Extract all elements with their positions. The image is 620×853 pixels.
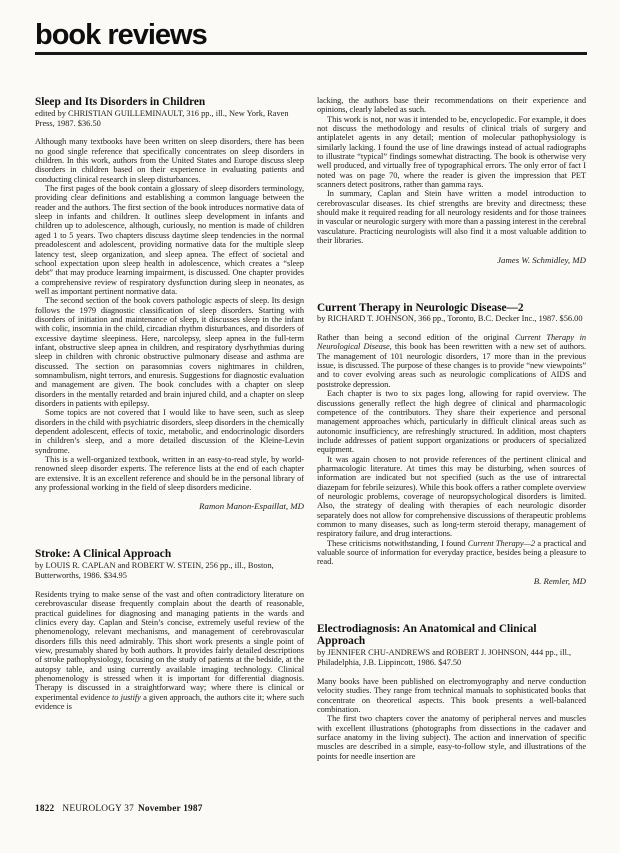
book-review (35, 96, 304, 511)
review-byline: by RICHARD T. JOHNSON, 366 pp., Toronto, B.C. Decker Inc., 1987. $56.00 (317, 314, 583, 324)
review-byline: edited by CHRISTIAN GUILLEMINAULT, 316 pp., ill., New York, Raven Press, 1987. $36.50 (35, 108, 289, 128)
review-paragraph: It was again chosen to not provide references of the pertinent clinical and pharmacologic literature. At times this may be disturbing, when sources of information are indicated but not specified (such as the use of intrarectal diazepam for febrile seizures). While this book offers a rather complete overview of neurologic problems, coverage of neuropsychological disorders is limited. Also, the strategy of dealing with therapies of each neurologic disorder separately does not allow for comprehensive discussions of therapeutic problems common to many diseases, such as long-term steroid therapy, management of respiratory failure, and drug interactions. (317, 454, 586, 539)
book-review (317, 623, 586, 761)
review-paragraph: Residents trying to make sense of the vast and often contradictory literature on cerebrovascular disease frequently complain about the dearth of reasonable, practical guidelines for diagnosing and managing patients in the wards and clinics every day. Caplan and Stein’s concise, extremely useful review of the phenomenology, relevant mechanisms, and management of cerebrovascular disorders fills this need admirably. This short work presents a single point of view, presumably shared by both authors. It provides fairly detailed descriptions of stroke pathophysiology, focusing on the study of patients at the bedside, at the autopsy table, and using currently available imaging technology. Clinical phenomenology is stressed when it is important for differential diagnosis. Therapy is discussed in a straightforward way; where there is clinical or experimental evidence to justify a given approach, the authors cite it; where such evidence is (35, 589, 304, 711)
review-byline: by JENNIFER CHU-ANDREWS and ROBERT J. JOHNSON, 444 pp., ill., Philadelphia, J.B. Lippincott, 1986. $47.50 (317, 648, 572, 668)
review-paragraph: Although many textbooks have been written on sleep disorders, there has been no good single reference that specifically concentrates on sleep disorders in children. In this work, authors from the United States and Europe discuss sleep disorders in children based on their experience in evaluating patients and conducting clinical research in sleep disturbances. (35, 137, 304, 184)
review-paragraph: This work is not, nor was it intended to be, encyclopedic. For example, it does not discuss the methodology and results of clinical trials of surgery and antiplatelet agents in any detail; mention of molecular pathophysiology is similarly lacking. I found the use of line drawings instead of actual radiographs to illustrate “typical” findings somewhat distracting. The book is otherwise very well produced, and virtually free of typographical errors. The only error of fact I noted was on page 70, where the reader is given the impression that PET scanners detect positrons, rather than gamma rays. (317, 114, 586, 190)
review-paragraph: Rather than being a second edition of the original Current Therapy in Neurological Disease, this book has been rewritten with a new set of authors. The management of 101 neurologic disorders, 17 more than in the previous issue, is discussed. The purpose of these changes is to provide “new viewpoints” and to cover evolving areas such as neurologic complications of AIDS and poststroke depression. (317, 333, 586, 389)
review-paragraph: Some topics are not covered that I would like to have seen, such as sleep disorders in the child with psychiatric disorders, sleep disorders in the chemically dependent adolescent, effects of toxic, metabolic, and endocrinologic disorders in children’s sleep, and a more detailed discussion of the Kleine-Levin syndrome. (35, 408, 304, 455)
review-byline: by LOUIS R. CAPLAN and ROBERT W. STEIN, 256 pp., ill., Boston, Butterworths, 1986. $34.95 (35, 561, 274, 581)
review-continuation (317, 96, 586, 265)
reviewer-signature: Ramon Manon-Espaillat, MD (199, 501, 304, 512)
page-number: 1822 (35, 804, 55, 814)
review-paragraph: lacking, the authors base their recommendations on their experience and opinions, clearly labeled as such. (317, 96, 586, 115)
book-review (35, 548, 304, 711)
review-paragraph: This is a well-organized textbook, written in an easy-to-read style, by world-renowned sleep disorder experts. The reference lists at the end of each chapter are extensive. It is an excellent reference and should be in the personal library of any professional working in the field of sleep disorders medicine. (35, 455, 304, 493)
left-column (35, 96, 304, 804)
section-masthead (35, 20, 587, 55)
reviewer-signature: James W. Schmidley, MD (497, 254, 586, 265)
review-title: Sleep and Its Disorders in Children (35, 96, 206, 108)
review-paragraph: In summary, Caplan and Stein have written a model introduction to cerebrovascular diseases. Its chief strengths are brevity and directness; these should make it required reading for all neurology residents and for those trainees in vascular or neurologic surgery with more than a passing interest in the cerebral vasculature. Practicing neurologists will also find it a most valuable addition to their libraries. (317, 189, 586, 246)
issue-date: November 1987 (137, 804, 203, 814)
review-paragraph: The first pages of the book contain a glossary of sleep disorders terminology, providing clear definitions and establishing a common language between the reader and the authors. The first section of the book introduces normative data of sleep in infants and children. It outlines sleep development in infants and children up to adolescence, although, curiously, no mention is made of children aged 1 to 5 years. Two chapters discuss daytime sleep tendencies in the normal preadolescent and adolescent, providing normative data for the multiple sleep latency test, sleep organization, and sleep apnea. The effect of societal and school expectation upon sleep health in adolescence, which creates a “sleep debt” that may produce learning impairment, is discussed. One chapter provides a comprehensive review of respiratory dysfunction during sleep in neonates, as well as important pertinent normative data. (35, 184, 304, 296)
reviewer-signature: B. Remler, MD (533, 575, 586, 586)
book-review (317, 302, 586, 586)
journal-name: NEUROLOGY 37 (62, 804, 134, 814)
section-title: book reviews (35, 19, 207, 51)
review-title: Stroke: A Clinical Approach (35, 548, 172, 561)
right-column (317, 96, 586, 804)
review-paragraph: Each chapter is two to six pages long, allowing for rapid overview. The discussions generally reflect the high degree of clinical and pharmacologic competence of the contributors. They share their experience and personal management approaches which, particularly in difficult clinical areas such as autonomic insufficiency, are refreshingly structured. In addition, most chapters include addresses of patient support organizations or producers of specialized equipment. (317, 389, 586, 455)
review-paragraph: The first two chapters cover the anatomy of peripheral nerves and muscles with excellent illustrations (photographs from dissections in the cadaver and surface anatomy in the living subject). The action and innervation of specific muscles are described in a simple, easy-to-follow style, and illustrations of the points for needle insertion are (317, 714, 586, 761)
masthead-rule (35, 52, 587, 55)
review-paragraph: These criticisms notwithstanding, I found Current Therapy—2 a practical and valuable source of information for everyday practice, besides being a pleasure to read. (317, 538, 586, 567)
review-title: Current Therapy in Neurologic Disease—2 (317, 301, 524, 314)
review-paragraph: The second section of the book covers pathologic aspects of sleep. Its design follows the 1979 diagnostic classification of sleep disorders. Starting with disorders of initiation and maintenance of sleep, it discusses sleep in the infant with colic, insomnia in the child, circadian rhythm disturbances, and disorders of excessive daytime sleepiness. Here, narcolepsy, sleep apnea in the full-term infant, obstructive sleep apnea in children, and respiratory dysrhythmias during sleep in children with chronic obstructive pulmonary disease and asthma are discussed. The section on parasomnias covers nightmares in children, somnambulism, night terrors, and enuresis. Suggestions for diagnostic evaluation and management are given. The book concludes with a chapter on sleep disorders in the mentally retarded and brain injured child, and a chapter on sleep disorders in patients with epilepsy. (35, 296, 304, 409)
page-footer (35, 804, 203, 814)
content-columns (35, 96, 586, 804)
review-paragraph: Many books have been published on electromyography and nerve conduction velocity studies. They range from technical manuals to sophisticated books that concentrate on theoretical aspects. This book presents a well-balanced combination. (317, 676, 586, 714)
review-title: Electrodiagnosis: An Anatomical and Clinical Approach (317, 622, 537, 648)
